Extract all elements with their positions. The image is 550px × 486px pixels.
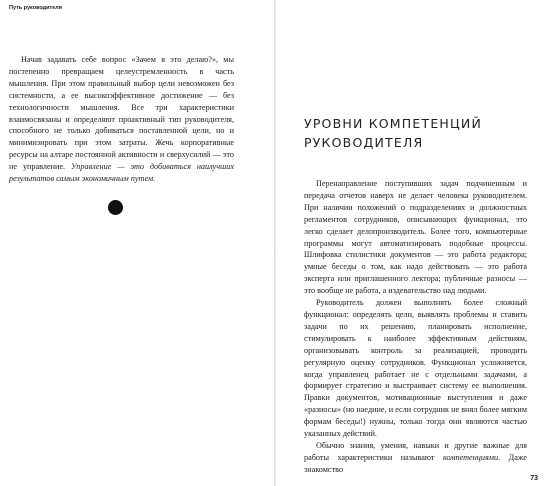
chapter-title-line-1: УРОВНИ КОМПЕТЕНЦИЙ — [304, 116, 483, 131]
left-paragraph — [9, 54, 234, 185]
chapter-title-line-2: РУКОВОДИТЕЛЯ — [304, 135, 424, 150]
decorative-dot — [108, 200, 123, 215]
left-paragraph-italic: Управление — это добиваться наилучших результатов самым экономичным путем. — [9, 162, 235, 184]
page-number: 73 — [530, 475, 538, 482]
right-paragraph-1: Перенаправление поступивших задач подчиненным и передача отчетов наверх не делает человека руководителем. При наличии положений о подразделениях и должностных регламентов сотрудников, описывающих функционал, это легко сделает делопроизводитель. Более того, компьютерные программы могут автоматизировать подобные процессы. Шлифовка стилистики документов — это работа редактора; умные беседы о том, как надо действовать — это работа эксперта или приглашенного лектора; публичные разносы — это вообще не работа, а издевательство над людьми. — [304, 179, 527, 296]
right-paragraph-3-text: Обычно знания, умения, навыки и другие важные для работы характеристики называют — [304, 440, 527, 462]
right-page-body — [304, 178, 527, 476]
book-gutter — [274, 0, 276, 486]
left-paragraph-text: Начав задавать себе вопрос «Зачем я это делаю?», мы постепенно превращаем целеустремленность в часть мышления. При этом правильный выбор цели невозможен без системности, а ее высокоэффективное достижение — без технологичности мышления. Все три характеристики взаимосвязаны и определяют проактивный тип руководителя, способного не только добиваться поставленной цели, но и минимизировать при этом затраты. Жечь корпоративные ресурсы на алтаре постоянной активности и сверхусилий — это не управление. — [9, 55, 234, 172]
chapter-title — [304, 114, 534, 152]
right-paragraph-2: Руководитель должен выполнять более сложный функционал: определять цели, выявлять проблемы и ставить задачи по их решению, планировать исполнение, стимулировать к наиболее эффективным действиям, организовывать контроль за реализацией, проводить регулярную оценку сотрудников. Функционал усложняется, когда управленец работает не с отдельными задачами, а формирует стратегию и выстраивает систему ее выполнения. Правки документов, мотивационные выступления и даже «разносы» (но наедине, и если сотрудник не внял более мягким формам беседы!) нужны, только тогда они являются частью указанных действий. — [304, 298, 527, 439]
running-head: Путь руководителя — [9, 5, 62, 11]
right-paragraph-3-tail: . Даже знакомство — [304, 452, 528, 474]
right-paragraph-3-italic: компетенциями — [443, 452, 499, 462]
right-paragraph-3 — [304, 440, 527, 476]
left-page-body — [9, 54, 234, 185]
